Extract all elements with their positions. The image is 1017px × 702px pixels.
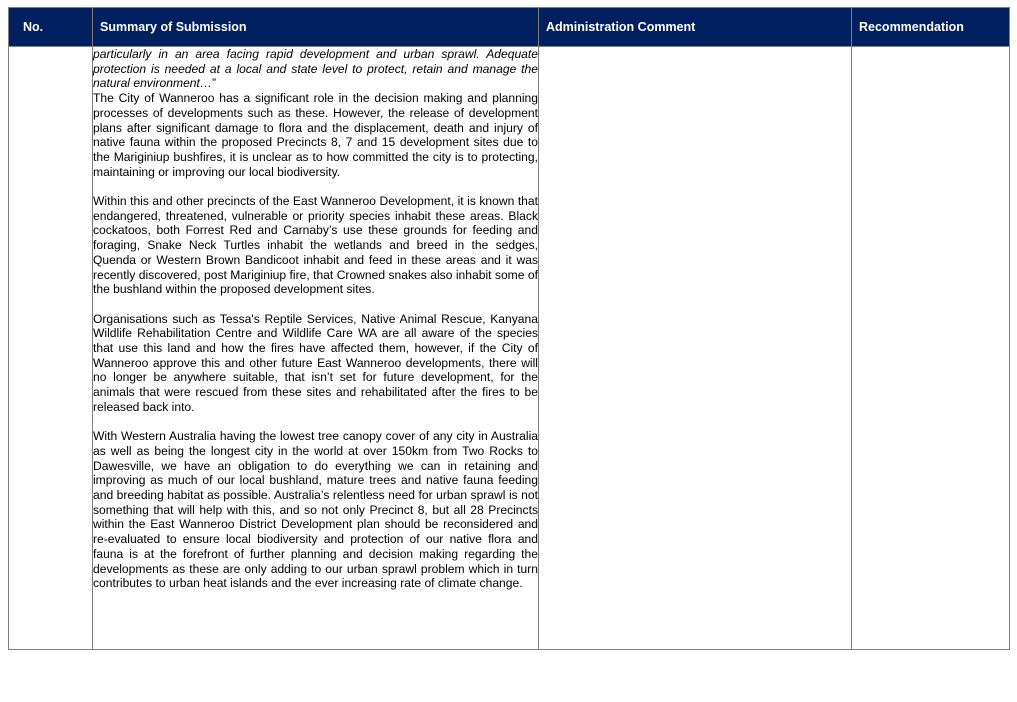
- summary-quote: [93, 47, 538, 91]
- cell-no: [9, 47, 93, 650]
- cell-administration-comment: [539, 47, 852, 650]
- cell-summary: [93, 47, 539, 650]
- header-summary: Summary of Submission: [93, 8, 539, 47]
- summary-paragraph: Within this and other precincts of the East Wanneroo Development, it is known that endangered, threatened, vulnerable or priority species inhabit these areas. Black cockatoos, both Forrest Red and Carnaby’s use these grounds for feeding and foraging, Snake Neck Turtles inhabit the wetlands and breed in the sedges, Quenda or Western Brown Bandicoot inhabit and feed in these areas and it was recently discovered, post Mariginiup fire, that Crowned snakes also inhabit some of the bushland within the proposed development sites.: [93, 194, 538, 297]
- summary-quote-close: ”: [211, 76, 217, 91]
- header-administration-comment: Administration Comment: [539, 8, 852, 47]
- summary-paragraph: The City of Wanneroo has a significant role in the decision making and planning processes of developments such as these. However, the release of development plans after significant damage to flora and the displacement, death and injury of native fauna within the proposed Precincts 8, 7 and 15 development sites due to the Mariginiup bushfires, it is unclear as to how committed the city is to protecting, maintaining or improving our local biodiversity.: [93, 91, 538, 179]
- header-recommendation: Recommendation: [852, 8, 1010, 47]
- summary-quote-text: particularly in an area facing rapid development and urban sprawl. Adequate protection is needed at a local and state level to protect, retain and manage the natural environment…: [93, 47, 538, 91]
- table-header-row: [9, 8, 1010, 47]
- header-no: No.: [9, 8, 93, 47]
- cell-recommendation: [852, 47, 1010, 650]
- summary-paragraph: Organisations such as Tessa's Reptile Services, Native Animal Rescue, Kanyana Wildlife Rehabilitation Centre and Wildlife Care WA are all aware of the species that use this land and how the fires have affected them, however, if the City of Wanneroo approve this and other future East Wanneroo developments, there will no longer be anywhere suitable, that isn’t set for future development, for the animals that were rescued from these sites and rehabilitated after the fires to be released back into.: [93, 311, 538, 414]
- summary-paragraph: With Western Australia having the lowest tree canopy cover of any city in Australia as well as being the longest city in the world at over 150km from Two Rocks to Dawesville, we have an obligation to do everything we can in retaining and improving as much of our local bushland, mature trees and native fauna feeding and breeding habitat as possible. Australia’s relentless need for urban sprawl is not something that will help with this, and so not only Precinct 8, but all 28 Precincts within the East Wanneroo District Development plan should be reconsidered and re-evaluated to ensure local biodiversity and protection of our native flora and fauna is at the forefront of further planning and decision making regarding the developments as these are only adding to our urban sprawl problem which in turn contributes to urban heat islands and the ever increasing rate of climate change.: [93, 429, 538, 591]
- table-row: [9, 47, 1010, 650]
- submissions-table: [8, 7, 1010, 650]
